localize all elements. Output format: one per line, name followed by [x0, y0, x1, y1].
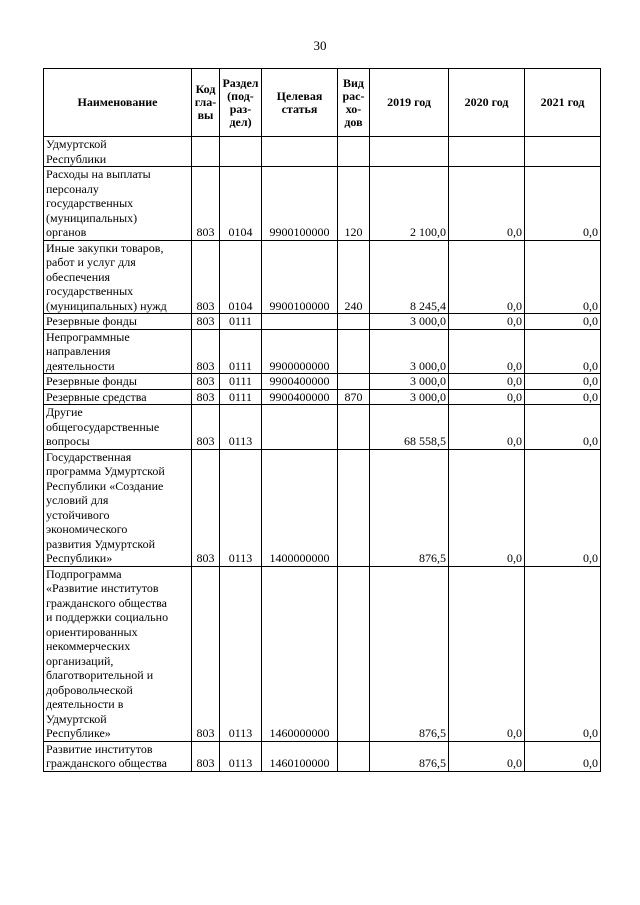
row-section: 0104	[220, 167, 262, 241]
row-code	[192, 137, 220, 167]
row-section: 0111	[220, 314, 262, 330]
row-value-2019: 876,5	[370, 449, 449, 566]
row-expense	[338, 405, 370, 450]
row-code: 803	[192, 449, 220, 566]
row-value-2020: 0,0	[449, 374, 525, 390]
row-expense	[338, 449, 370, 566]
row-expense	[338, 329, 370, 374]
row-expense	[338, 741, 370, 771]
row-code: 803	[192, 405, 220, 450]
row-value-2021: 0,0	[525, 329, 601, 374]
row-value-2020	[449, 137, 525, 167]
row-value-2021: 0,0	[525, 405, 601, 450]
header-code: Код гла- вы	[192, 69, 220, 137]
table-row	[44, 329, 601, 374]
row-article: 1460000000	[262, 566, 338, 741]
row-name: Удмуртской Республики	[44, 137, 192, 167]
row-article	[262, 314, 338, 330]
row-code: 803	[192, 374, 220, 390]
row-value-2019: 8 245,4	[370, 240, 449, 314]
row-value-2019: 3 000,0	[370, 374, 449, 390]
table-row	[44, 449, 601, 566]
row-value-2019	[370, 137, 449, 167]
row-value-2020: 0,0	[449, 741, 525, 771]
row-article: 9900000000	[262, 329, 338, 374]
table-row	[44, 389, 601, 405]
row-value-2021: 0,0	[525, 449, 601, 566]
row-code: 803	[192, 167, 220, 241]
budget-table	[43, 68, 601, 772]
table-row	[44, 566, 601, 741]
row-name: Расходы на выплаты персоналу государственных (муниципальных) органов	[44, 167, 192, 241]
row-section: 0111	[220, 374, 262, 390]
row-value-2021: 0,0	[525, 566, 601, 741]
row-value-2021: 0,0	[525, 741, 601, 771]
row-value-2020: 0,0	[449, 389, 525, 405]
row-code: 803	[192, 389, 220, 405]
table-row	[44, 240, 601, 314]
row-code: 803	[192, 329, 220, 374]
row-name: Непрограммные направления деятельности	[44, 329, 192, 374]
row-value-2020: 0,0	[449, 449, 525, 566]
row-name: Иные закупки товаров, работ и услуг для обеспечения государственных (муниципальных) нужд	[44, 240, 192, 314]
header-2019: 2019 год	[370, 69, 449, 137]
table-header-row	[44, 69, 601, 137]
header-article: Целевая статья	[262, 69, 338, 137]
row-value-2020: 0,0	[449, 314, 525, 330]
table-row	[44, 405, 601, 450]
row-value-2020: 0,0	[449, 405, 525, 450]
row-article: 9900100000	[262, 240, 338, 314]
row-section: 0113	[220, 566, 262, 741]
row-value-2021: 0,0	[525, 374, 601, 390]
row-value-2021: 0,0	[525, 389, 601, 405]
row-section: 0111	[220, 329, 262, 374]
row-value-2019: 876,5	[370, 741, 449, 771]
row-value-2021	[525, 137, 601, 167]
row-code: 803	[192, 314, 220, 330]
row-article: 9900400000	[262, 374, 338, 390]
row-code: 803	[192, 240, 220, 314]
row-value-2019: 3 000,0	[370, 389, 449, 405]
row-article	[262, 405, 338, 450]
row-name: Резервные фонды	[44, 314, 192, 330]
row-name: Подпрограмма «Развитие институтов гражданского общества и поддержки социально ориентированных некоммерческих организаций, благотворительной и добровольческой деятельности в Удмуртской Республике»	[44, 566, 192, 741]
row-article: 1460100000	[262, 741, 338, 771]
row-value-2019: 3 000,0	[370, 314, 449, 330]
row-value-2021: 0,0	[525, 314, 601, 330]
row-article	[262, 137, 338, 167]
table-row	[44, 741, 601, 771]
row-name: Резервные средства	[44, 389, 192, 405]
row-article: 9900100000	[262, 167, 338, 241]
row-value-2019: 3 000,0	[370, 329, 449, 374]
header-2020: 2020 год	[449, 69, 525, 137]
row-name: Развитие институтов гражданского общества	[44, 741, 192, 771]
row-expense	[338, 374, 370, 390]
header-expense: Вид рас- хо- дов	[338, 69, 370, 137]
row-value-2021: 0,0	[525, 167, 601, 241]
row-article: 9900400000	[262, 389, 338, 405]
row-value-2021: 0,0	[525, 240, 601, 314]
row-expense: 870	[338, 389, 370, 405]
row-section: 0113	[220, 449, 262, 566]
row-expense: 120	[338, 167, 370, 241]
table-row	[44, 167, 601, 241]
row-code: 803	[192, 566, 220, 741]
row-value-2020: 0,0	[449, 566, 525, 741]
row-expense: 240	[338, 240, 370, 314]
row-expense	[338, 566, 370, 741]
row-name: Государственная программа Удмуртской Республики «Создание условий для устойчивого экономического развития Удмуртской Республики»	[44, 449, 192, 566]
row-value-2019: 876,5	[370, 566, 449, 741]
row-value-2020: 0,0	[449, 167, 525, 241]
row-section: 0113	[220, 741, 262, 771]
row-article: 1400000000	[262, 449, 338, 566]
row-code: 803	[192, 741, 220, 771]
row-expense	[338, 314, 370, 330]
row-section: 0111	[220, 389, 262, 405]
row-value-2019: 68 558,5	[370, 405, 449, 450]
header-2021: 2021 год	[525, 69, 601, 137]
table-row	[44, 314, 601, 330]
row-name: Другие общегосударственные вопросы	[44, 405, 192, 450]
row-value-2020: 0,0	[449, 240, 525, 314]
row-section: 0113	[220, 405, 262, 450]
row-expense	[338, 137, 370, 167]
row-value-2020: 0,0	[449, 329, 525, 374]
row-section	[220, 137, 262, 167]
row-name: Резервные фонды	[44, 374, 192, 390]
row-section: 0104	[220, 240, 262, 314]
page-number: 30	[313, 38, 327, 53]
header-section: Раздел (под- раз- дел)	[220, 69, 262, 137]
table-row	[44, 137, 601, 167]
row-value-2019: 2 100,0	[370, 167, 449, 241]
table-row	[44, 374, 601, 390]
header-name: Наименование	[44, 69, 192, 137]
